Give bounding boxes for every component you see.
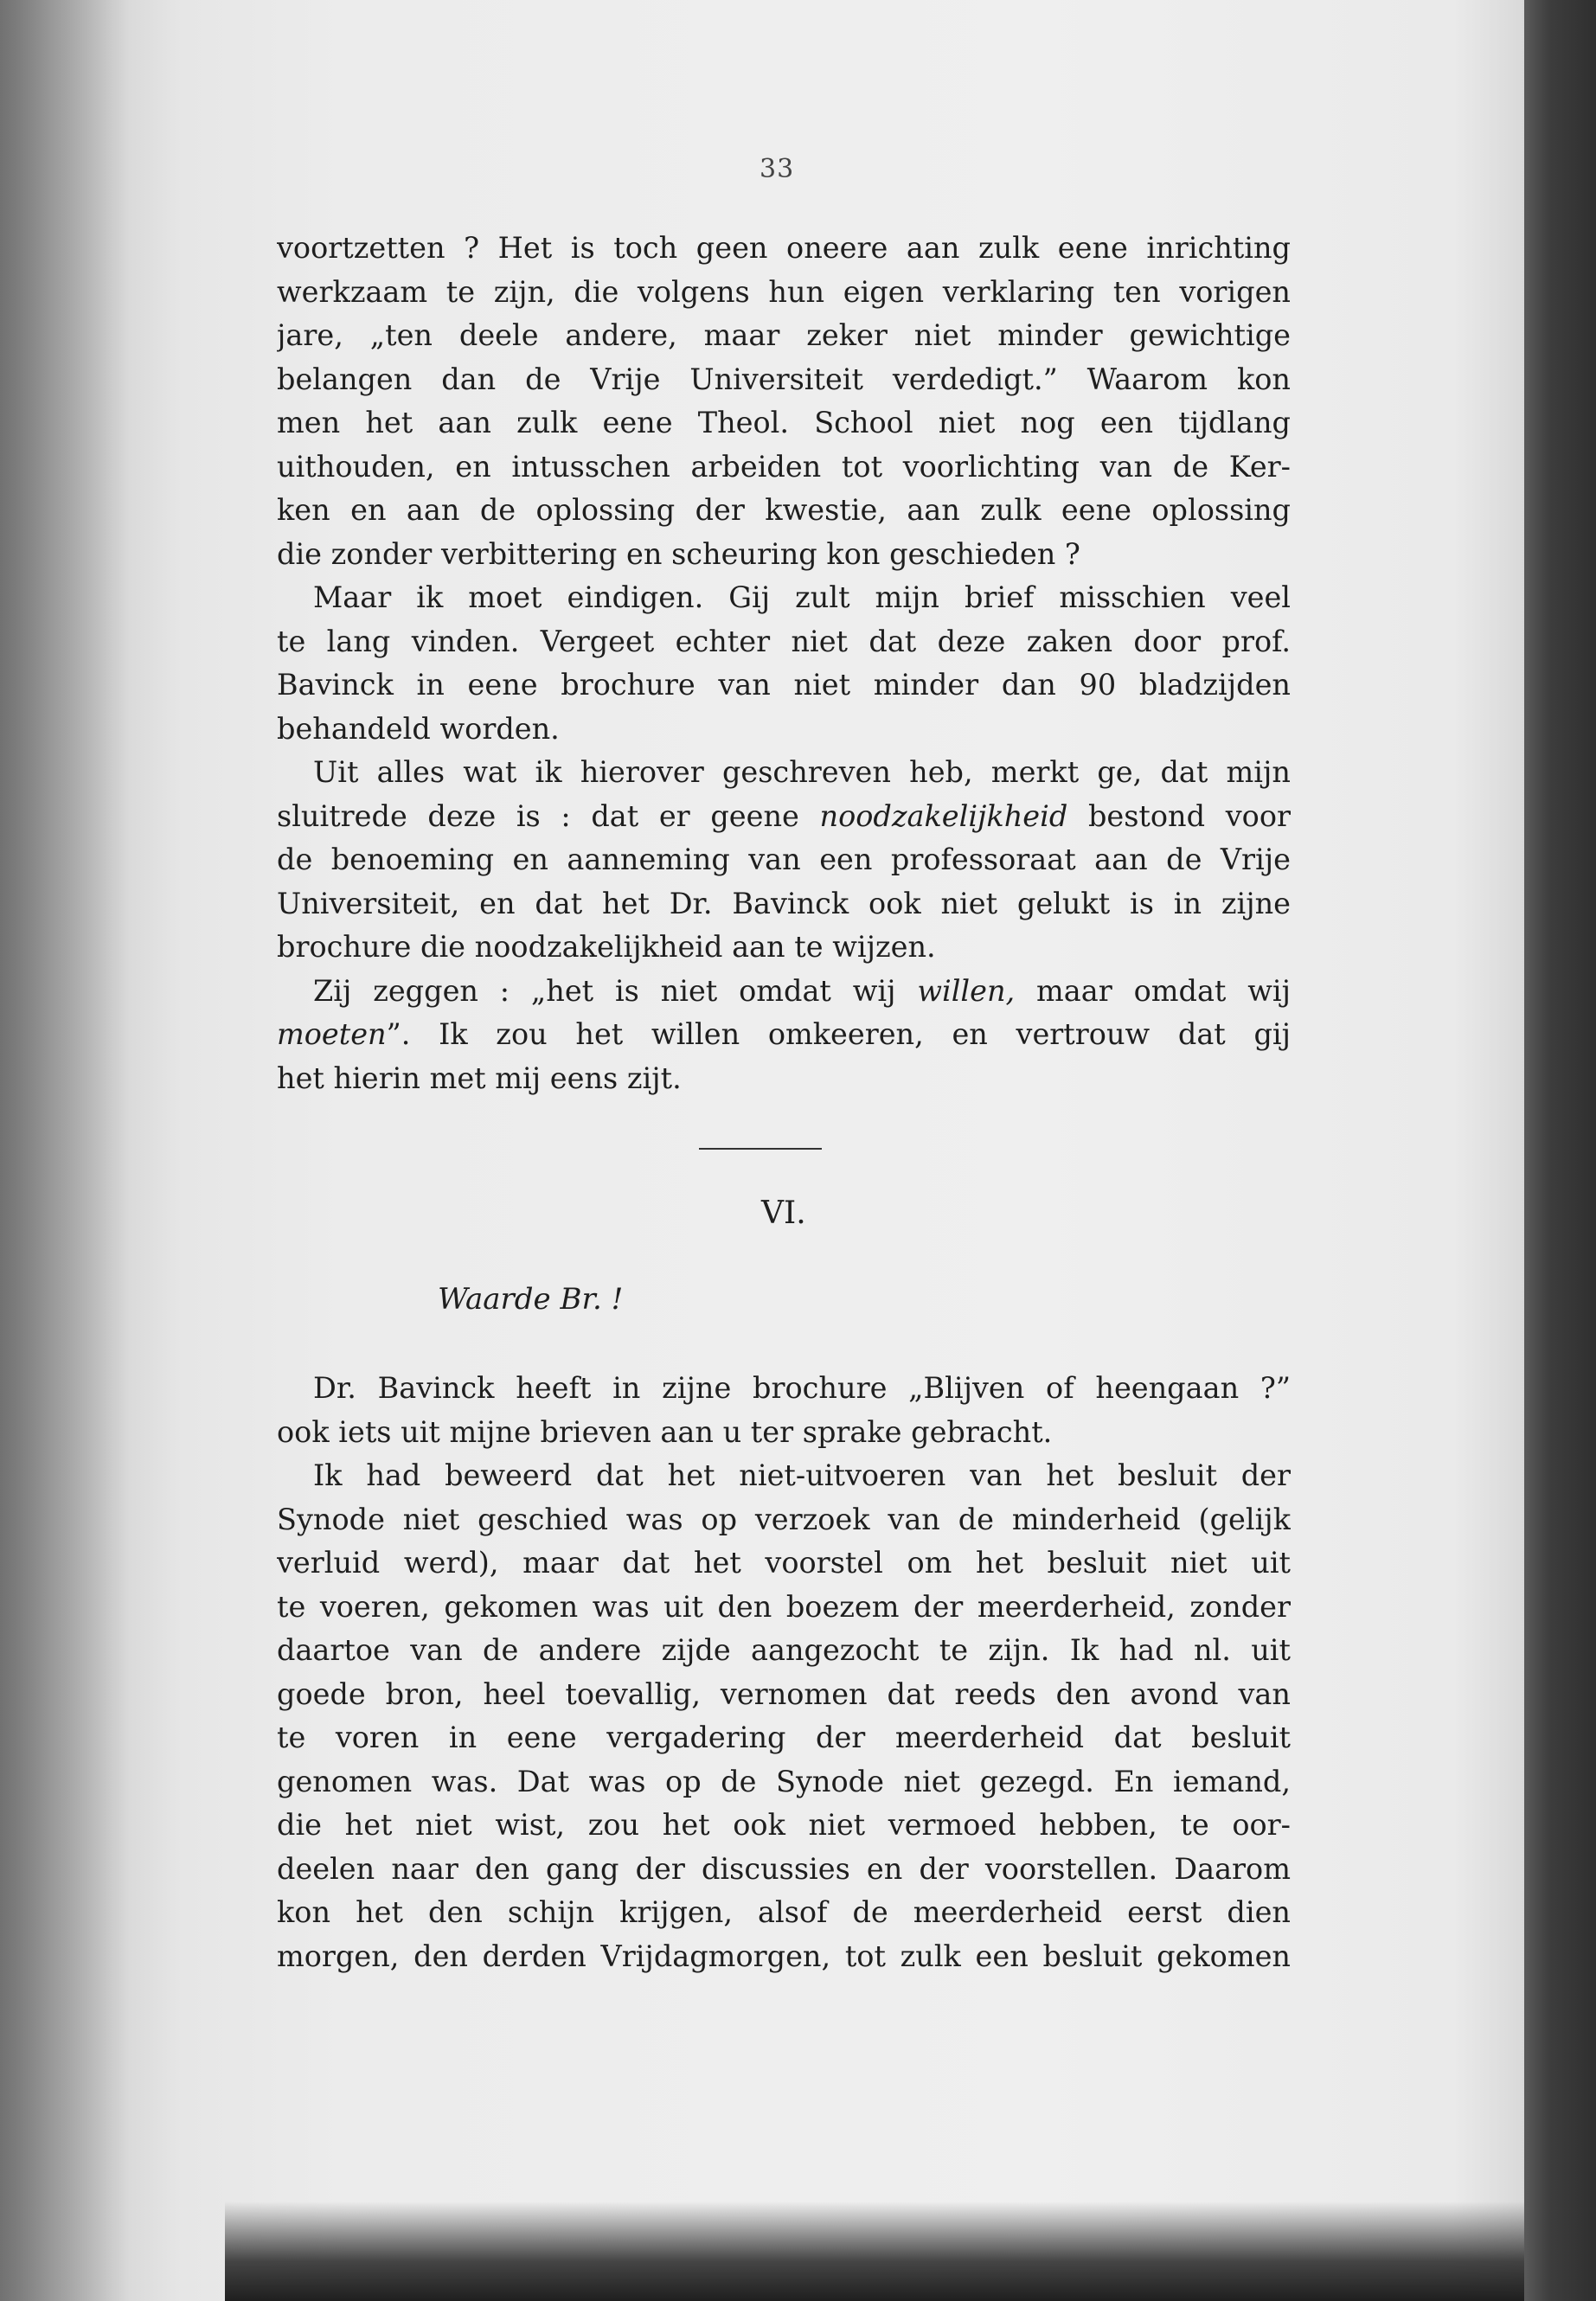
emphasized-word: willen, bbox=[917, 973, 1016, 1008]
text-line: men het aan zulk eene Theol. School niet nog een tijdlang bbox=[277, 406, 1291, 439]
text-line: Dr. Bavinck heeft in zijne brochure „Blijven of heengaan ?” bbox=[313, 1371, 1291, 1405]
text-line: Ik had beweerd dat het niet-uitvoeren van het besluit der bbox=[313, 1458, 1291, 1492]
text-line: sluitrede deze is : dat er geene noodzakelijkheid bestond voor bbox=[277, 798, 1291, 833]
text-line: te voeren, gekomen was uit den boezem der meerderheid, zonder bbox=[277, 1589, 1291, 1624]
text-line: daartoe van de andere zijde aangezocht te zijn. Ik had nl. uit bbox=[277, 1633, 1291, 1667]
scan-bottom-shadow bbox=[225, 2202, 1540, 2301]
text-line: jare, „ten deele andere, maar zeker niet minder gewichtige bbox=[277, 318, 1291, 352]
text-line: Bavinck in eene brochure van niet minder dan 90 bladzijden bbox=[277, 668, 1291, 702]
text-line: Uit alles wat ik hierover geschreven heb, merkt ge, dat mijn bbox=[313, 755, 1291, 789]
text-line: verluid werd), maar dat het voorstel om het besluit niet uit bbox=[277, 1546, 1291, 1580]
text-line: ken en aan de oplossing der kwestie, aan zulk eene oplossing bbox=[277, 493, 1291, 527]
body-text-block-2 bbox=[277, 1367, 1291, 1978]
text-line: belangen dan de Vrije Universiteit verdedigt.” Waarom kon bbox=[277, 362, 1291, 396]
text-line: ook iets uit mijne brieven aan u ter sprake gebracht. bbox=[277, 1414, 1053, 1449]
emphasized-word: noodzakelijkheid bbox=[819, 798, 1068, 833]
text-line: Universiteit, en dat het Dr. Bavinck ook niet gelukt is in zijne bbox=[277, 886, 1291, 920]
text-line: die het niet wist, zou het ook niet vermoed hebben, te oor- bbox=[277, 1808, 1291, 1842]
text-line: te lang vinden. Vergeet echter niet dat deze zaken door prof. bbox=[277, 624, 1291, 658]
text-line: deelen naar den gang der discussies en der voorstellen. Daarom bbox=[277, 1851, 1291, 1886]
text-line: Zij zeggen : „het is niet omdat wij willen, maar omdat wij bbox=[313, 973, 1291, 1008]
text-line: behandeld worden. bbox=[277, 711, 560, 746]
section-heading: VI. bbox=[761, 1195, 806, 1231]
text-line: kon het den schijn krijgen, alsof de meerderheid eerst dien bbox=[277, 1895, 1291, 1929]
text-line: het hierin met mij eens zijt. bbox=[277, 1061, 682, 1095]
text-line: te voren in eene vergadering der meerderheid dat besluit bbox=[277, 1721, 1291, 1754]
letter-salutation: Waarde Br. ! bbox=[438, 1282, 624, 1317]
text-line: morgen, den derden Vrijdagmorgen, tot zulk een besluit gekomen bbox=[277, 1939, 1291, 1973]
text-line: moeten”. Ik zou het willen omkeeren, en vertrouw dat gij bbox=[277, 1017, 1291, 1051]
binding-gutter-shadow bbox=[0, 0, 130, 2301]
text-line: Synode niet geschied was op verzoek van de minderheid (gelijk bbox=[277, 1502, 1291, 1536]
text-line: goede bron, heel toevallig, vernomen dat reeds den avond van bbox=[277, 1676, 1291, 1711]
page-number: 33 bbox=[760, 154, 795, 184]
text-line: Maar ik moet eindigen. Gij zult mijn brief misschien veel bbox=[313, 580, 1291, 614]
scan-right-edge bbox=[1524, 0, 1596, 2301]
text-line: de benoeming en aanneming van een professoraat aan de Vrije bbox=[277, 843, 1291, 876]
text-line: voortzetten ? Het is toch geen oneere aan zulk eene inrichting bbox=[277, 231, 1291, 265]
section-divider-rule bbox=[699, 1148, 822, 1150]
text-line: die zonder verbittering en scheuring kon geschieden ? bbox=[277, 536, 1080, 571]
body-text-block-1 bbox=[277, 227, 1291, 1100]
emphasized-word: moeten bbox=[277, 1017, 387, 1051]
text-line: uithouden, en intusschen arbeiden tot voorlichting van de Ker- bbox=[277, 449, 1291, 484]
text-line: brochure die noodzakelijkheid aan te wijzen. bbox=[277, 930, 936, 964]
text-line: genomen was. Dat was op de Synode niet gezegd. En iemand, bbox=[277, 1764, 1291, 1798]
text-line: werkzaam te zijn, die volgens hun eigen verklaring ten vorigen bbox=[277, 274, 1291, 309]
